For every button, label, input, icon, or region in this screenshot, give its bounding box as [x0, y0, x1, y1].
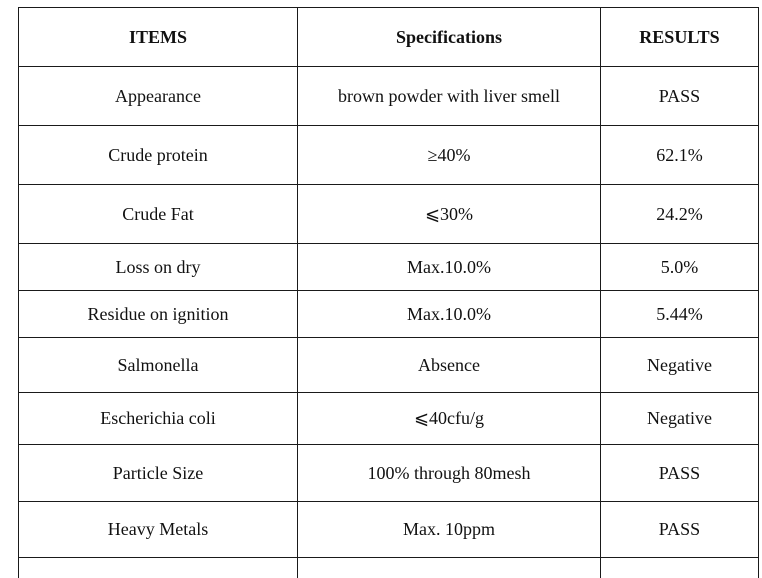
spec-cell: ⩽30% — [298, 185, 601, 244]
result-cell: PASS — [601, 502, 759, 558]
header-row — [19, 8, 759, 67]
specification-table — [18, 7, 759, 578]
spec-cell: ≥40% — [298, 126, 601, 185]
table-row — [19, 126, 759, 185]
item-cell: Heavy Metals — [19, 502, 298, 558]
empty-cell — [298, 558, 601, 578]
header-items: ITEMS — [19, 8, 298, 67]
table-row — [19, 393, 759, 445]
result-cell: PASS — [601, 67, 759, 126]
result-cell: 24.2% — [601, 185, 759, 244]
spec-cell: Max.10.0% — [298, 291, 601, 338]
spec-cell: ⩽40cfu/g — [298, 393, 601, 445]
item-cell: Appearance — [19, 67, 298, 126]
spec-cell: Max.10.0% — [298, 244, 601, 291]
table-row-partial — [19, 558, 759, 578]
spec-cell: brown powder with liver smell — [298, 67, 601, 126]
result-cell: 62.1% — [601, 126, 759, 185]
empty-cell — [601, 558, 759, 578]
header-results: RESULTS — [601, 8, 759, 67]
table-row — [19, 244, 759, 291]
item-cell: Salmonella — [19, 338, 298, 393]
spec-cell: 100% through 80mesh — [298, 445, 601, 502]
item-cell: Loss on dry — [19, 244, 298, 291]
table-row — [19, 185, 759, 244]
item-cell: Escherichia coli — [19, 393, 298, 445]
table-row — [19, 291, 759, 338]
table-row — [19, 445, 759, 502]
result-cell: 5.0% — [601, 244, 759, 291]
table-row — [19, 502, 759, 558]
item-cell: Residue on ignition — [19, 291, 298, 338]
item-cell: Crude Fat — [19, 185, 298, 244]
empty-cell — [19, 558, 298, 578]
header-specifications: Specifications — [298, 8, 601, 67]
table-row — [19, 67, 759, 126]
spec-cell: Max. 10ppm — [298, 502, 601, 558]
table-row — [19, 338, 759, 393]
result-cell: 5.44% — [601, 291, 759, 338]
result-cell: PASS — [601, 445, 759, 502]
spec-cell: Absence — [298, 338, 601, 393]
item-cell: Particle Size — [19, 445, 298, 502]
item-cell: Crude protein — [19, 126, 298, 185]
result-cell: Negative — [601, 393, 759, 445]
result-cell: Negative — [601, 338, 759, 393]
